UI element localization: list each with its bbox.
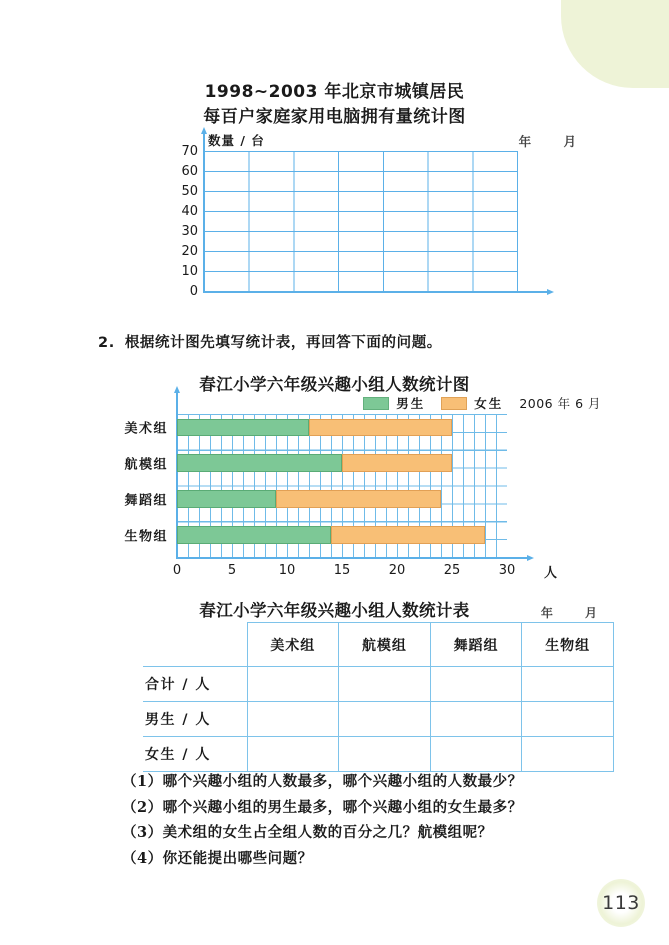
table-row-label-boys: 男生 / 人 [143,702,247,737]
chart1-title [0,80,669,130]
chart2-xtick-20: 20 [388,563,406,578]
table-row [143,667,614,702]
bar-segment-boys-2 [177,490,276,508]
chart2-xtick-30: 30 [498,563,516,578]
table-column-header-3: 生物组 [522,623,614,667]
chart1-ytick-20: 20 [181,244,198,259]
table-cell-total-shengwu[interactable] [522,667,614,702]
chart2-xtick-5: 5 [227,563,237,578]
table-cell-boys-hangmo[interactable] [339,702,431,737]
table-column-header-2: 舞蹈组 [430,623,522,667]
stat-table-year-month-label: 年 月 [540,606,611,620]
statistics-table [143,622,614,772]
question-1: （1）哪个兴趣小组的人数最多，哪个兴趣小组的人数最少？ [122,773,523,790]
exercise-2-instruction [98,331,442,352]
table-cell-boys-shengwu[interactable] [522,702,614,737]
table-row [143,702,614,737]
legend-swatch-girls-icon [441,397,467,410]
exercise-2-text: 根据统计图先填写统计表，再回答下面的问题。 [124,334,442,351]
chart1-ytick-60: 60 [181,164,198,179]
chart1-y-axis-ticks [170,131,198,311]
table-cell-boys-wudao[interactable] [430,702,522,737]
legend-label-boys: 男生 [396,396,426,411]
chart1-year-month-label: 年 月 [518,134,590,149]
legend-swatch-boys-icon [363,397,389,410]
chart1-ytick-30: 30 [181,224,198,239]
chart2-stacked-bar-chart [124,414,596,594]
chart2-xtick-15: 15 [333,563,351,578]
chart2-category-label-1: 航模组 [124,457,168,473]
table-cell-girls-hangmo[interactable] [339,737,431,772]
question-2: （2）哪个兴趣小组的男生最多，哪个兴趣小组的女生最多？ [122,798,523,816]
table-cell-girls-shengwu[interactable] [522,737,614,772]
table-cell-girls-wudao[interactable] [430,737,522,772]
chart2-category-label-0: 美术组 [124,421,168,437]
bar-segment-boys-1 [177,454,342,472]
bar-segment-girls-1 [342,454,452,472]
table-header-row [143,623,614,667]
table-corner-cell [143,623,247,667]
table-cell-girls-meishu[interactable] [247,737,339,772]
table-row-label-girls: 女生 / 人 [143,737,247,772]
chart1-blank-grid [176,131,596,316]
questions-list [122,769,523,871]
chart1-x-axis [203,291,548,293]
legend-label-girls: 女生 [474,396,504,411]
chart2-date-label: 2006 年 6 月 [519,396,601,411]
chart1-y-axis [203,133,205,291]
chart1-title-line1: 1998~2003 年北京市城镇居民 [204,82,465,102]
exercise-2-number: 2. [98,335,115,351]
table-row-label-total: 合计 / 人 [143,667,247,702]
table-row [143,737,614,772]
chart2-title: 春江小学六年级兴趣小组人数统计图 [199,375,470,394]
chart2-category-label-3: 生物组 [124,529,168,545]
chart1-title-line2: 每百户家庭家用电脑拥有量统计图 [203,107,466,127]
table-column-header-0: 美术组 [247,623,339,667]
chart2-legend [363,394,601,412]
chart1-y-unit-label: 数量 / 台 [208,133,265,148]
chart1-ytick-10: 10 [181,264,198,279]
bar-segment-girls-3 [331,526,485,544]
bar-segment-girls-2 [276,490,441,508]
chart1-ytick-50: 50 [181,184,198,199]
stat-table-title: 春江小学六年级兴趣小组人数统计表 [199,601,470,620]
chart2-xtick-25: 25 [443,563,461,578]
page-number: 113 [602,892,640,914]
chart2-category-label-2: 舞蹈组 [124,493,168,509]
chart2-x-axis [176,557,528,559]
chart2-xtick-0: 0 [172,563,182,578]
chart1-ytick-0: 0 [189,284,198,299]
chart1-plot-grid [204,151,518,292]
table-cell-boys-meishu[interactable] [247,702,339,737]
bar-segment-boys-0 [177,419,309,437]
bar-segment-girls-0 [309,419,452,437]
page-number-container [597,879,645,927]
table-cell-total-wudao[interactable] [430,667,522,702]
chart2-xtick-10: 10 [278,563,296,578]
table-cell-total-hangmo[interactable] [339,667,431,702]
question-3: （3）美术组的女生占全组人数的百分之几？航模组呢？ [122,824,493,841]
table-cell-total-meishu[interactable] [247,667,339,702]
chart1-ytick-40: 40 [181,204,198,219]
question-4: （4）你还能提出哪些问题？ [122,849,313,867]
table-column-header-1: 航模组 [339,623,431,667]
chart1-ytick-70: 70 [181,144,198,159]
corner-decoration [561,0,669,88]
bar-segment-boys-3 [177,526,331,544]
chart2-x-unit-label: 人 [544,566,558,581]
